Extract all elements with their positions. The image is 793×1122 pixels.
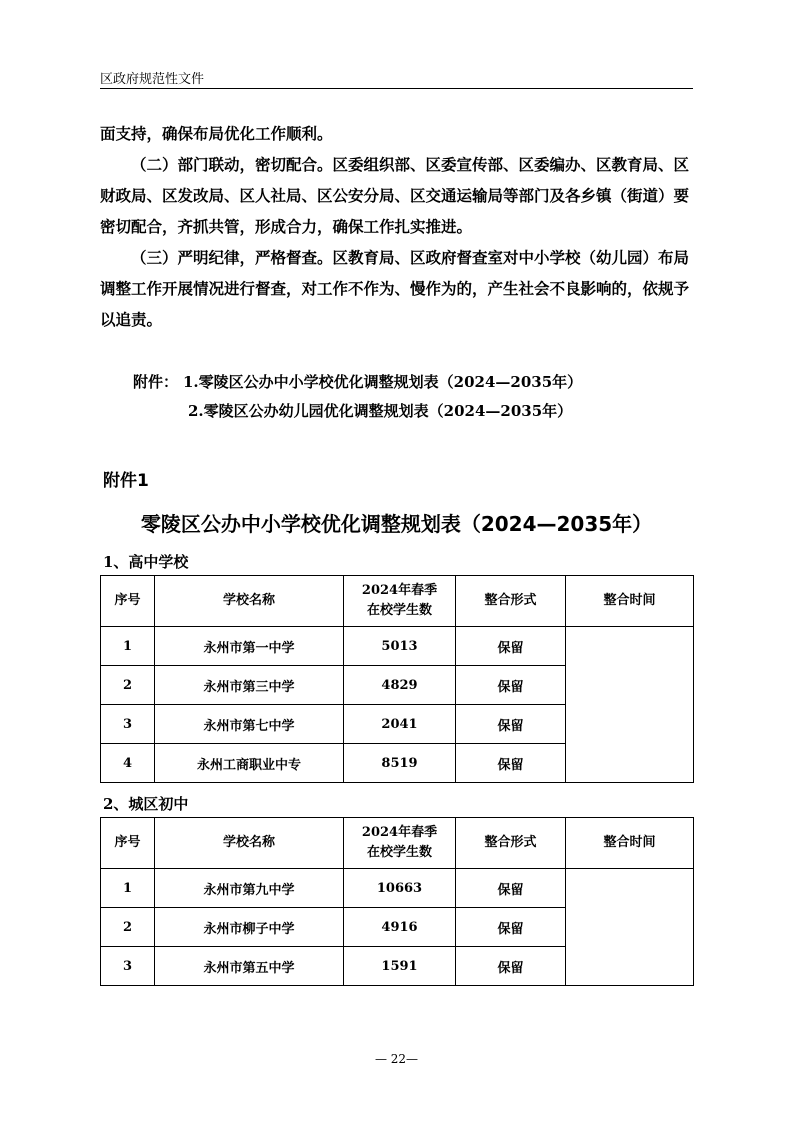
col-header-integration-form: 整合形式 (456, 576, 566, 627)
document-title: 零陵区公办中小学校优化调整规划表（2024—2035年） (140, 512, 653, 536)
col-header-students (344, 818, 456, 869)
header-divider (100, 88, 693, 89)
cell-students: 5013 (344, 627, 456, 666)
cell-seq: 4 (101, 744, 155, 783)
cell-integration-form: 保留 (456, 627, 566, 666)
table-row (101, 627, 694, 666)
cell-integration-form: 保留 (456, 908, 566, 947)
cell-school-name: 永州市第五中学 (155, 947, 344, 986)
section-title-high-schools: 1、高中学校 (103, 553, 189, 571)
col-header-students-line2: 在校学生数 (366, 845, 432, 860)
col-header-integration-time: 整合时间 (566, 818, 694, 869)
cell-integration-form: 保留 (456, 744, 566, 783)
cell-students: 1591 (344, 947, 456, 986)
col-header-integration-time: 整合时间 (566, 576, 694, 627)
cell-students: 10663 (344, 869, 456, 908)
cell-school-name: 永州市第三中学 (155, 666, 344, 705)
cell-school-name: 永州市第一中学 (155, 627, 344, 666)
col-header-students-line1: 2024年春季 (361, 825, 438, 840)
cell-school-name: 永州市柳子中学 (155, 908, 344, 947)
col-header-integration-form: 整合形式 (456, 818, 566, 869)
table-header-row (101, 576, 694, 627)
cell-integration-form: 保留 (456, 947, 566, 986)
page-header-title: 区政府规范性文件 (100, 72, 205, 87)
paragraph-department-coordination: （二）部门联动，密切配合。区委组织部、区委宣传部、区委编办、区教育局、区财政局、区发改局、区人社局、区公安分局、区交通运输局等部门及各乡镇（街道）要密切配合，齐抓共管，形成合力，确保工作扎实推进。 (100, 155, 690, 236)
section-title-urban-junior-high: 2、城区初中 (103, 795, 189, 813)
paragraph-discipline-supervision: （三）严明纪律，严格督查。区教育局、区政府督查室对中小学校（幼儿园）布局调整工作开展情况进行督查，对工作不作为、慢作为的，产生社会不良影响的，依规予以追责。 (100, 248, 690, 329)
cell-students: 8519 (344, 744, 456, 783)
cell-seq: 1 (101, 869, 155, 908)
paragraph-continuation: 面支持，确保布局优化工作顺利。 (100, 124, 333, 143)
col-header-students (344, 576, 456, 627)
col-header-students-line1: 2024年春季 (361, 583, 438, 598)
body-text (100, 118, 693, 335)
attachment-label: 附件： (133, 373, 179, 391)
cell-integration-form: 保留 (456, 869, 566, 908)
cell-integration-form: 保留 (456, 666, 566, 705)
cell-seq: 1 (101, 627, 155, 666)
cell-school-name: 永州市第七中学 (155, 705, 344, 744)
cell-integration-time (566, 627, 694, 783)
attachment-item-1: 1.零陵区公办中小学校优化调整规划表（2024—2035年） (183, 373, 583, 391)
col-header-seq: 序号 (101, 576, 155, 627)
cell-seq: 3 (101, 705, 155, 744)
col-header-school-name: 学校名称 (155, 818, 344, 869)
attachment-item-2: 2.零陵区公办幼儿园优化调整规划表（2024—2035年） (188, 402, 573, 420)
col-header-seq: 序号 (101, 818, 155, 869)
junior-high-table (100, 817, 694, 986)
cell-integration-form: 保留 (456, 705, 566, 744)
cell-school-name: 永州市第九中学 (155, 869, 344, 908)
table-row (101, 869, 694, 908)
cell-seq: 2 (101, 908, 155, 947)
high-school-table (100, 575, 694, 783)
cell-seq: 2 (101, 666, 155, 705)
cell-seq: 3 (101, 947, 155, 986)
cell-school-name: 永州工商职业中专 (155, 744, 344, 783)
cell-students: 2041 (344, 705, 456, 744)
cell-students: 4916 (344, 908, 456, 947)
cell-integration-time (566, 869, 694, 986)
page-number: — 22— (374, 1052, 419, 1066)
col-header-students-line2: 在校学生数 (366, 603, 432, 618)
cell-students: 4829 (344, 666, 456, 705)
appendix-heading: 附件1 (103, 471, 149, 491)
table-header-row (101, 818, 694, 869)
col-header-school-name: 学校名称 (155, 576, 344, 627)
